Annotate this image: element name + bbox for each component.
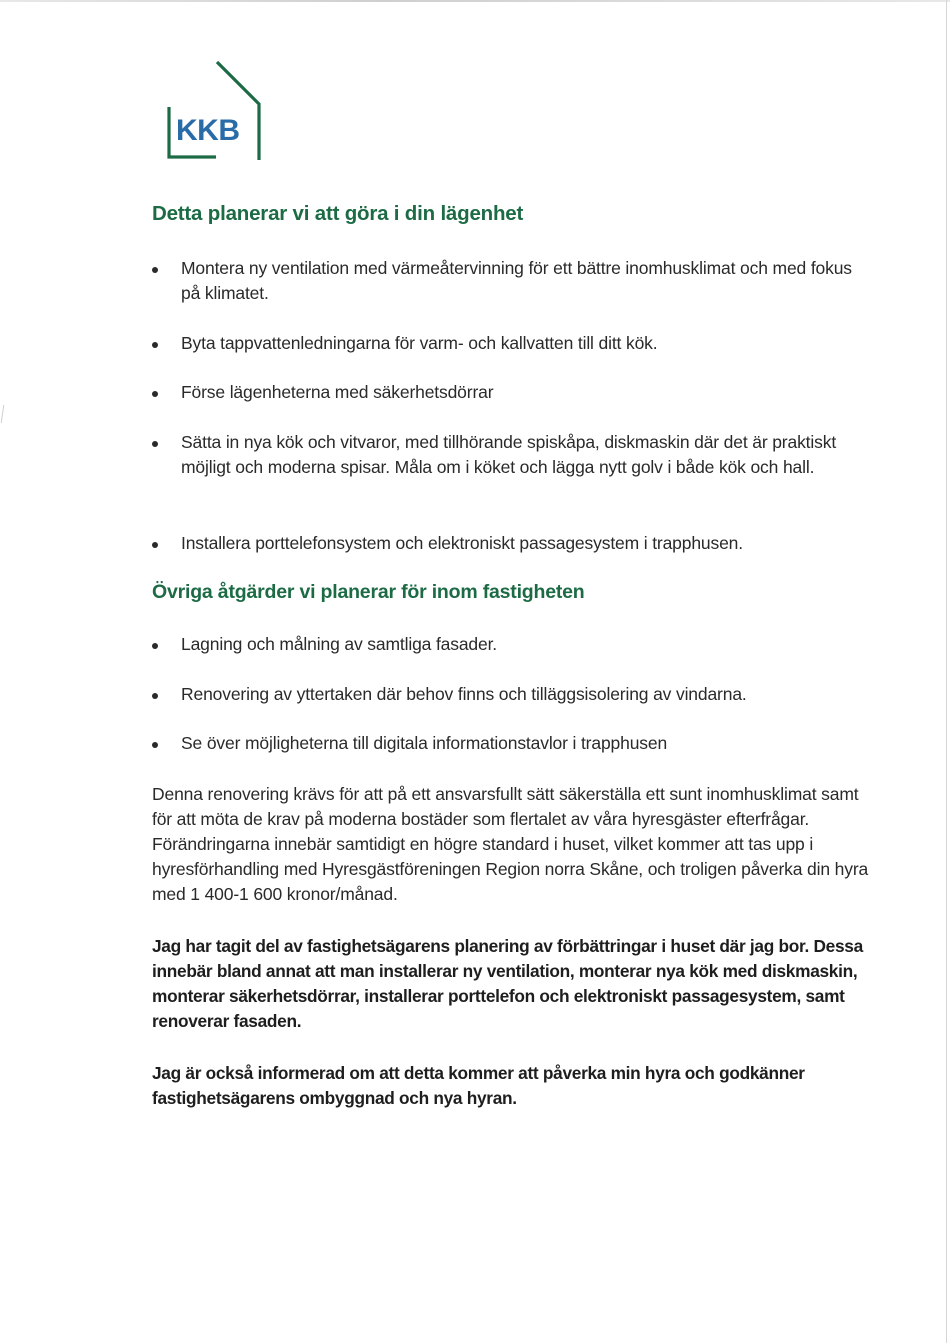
bullet-icon <box>152 742 158 748</box>
list-item-text: Montera ny ventilation med värmeåtervinning för ett bättre inomhusklimat och med fokus på klimatet. <box>181 258 852 303</box>
list-item-text: Renovering av yttertaken där behov finns och tilläggsisolering av vindarna. <box>181 684 747 704</box>
list-item <box>152 380 862 405</box>
acknowledgement-paragraph-1: Jag har tagit del av fastighetsägarens planering av förbättringar i huset där jag bor. Dessa innebär bland annat att man installerar ny ventilation, monterar nya kök med diskmaskin, monterar säkerhetsdörrar, installerar porttelefon och elektroniskt passagesystem, samt renoverar fasaden. <box>152 936 863 1031</box>
list-item <box>152 682 862 707</box>
scan-artifact <box>1 405 4 423</box>
bullet-icon <box>152 342 158 348</box>
list-item-text: Lagning och målning av samtliga fasader. <box>181 634 498 654</box>
list-item <box>152 531 862 556</box>
list-item <box>152 331 862 356</box>
list-item <box>152 632 862 657</box>
bullet-icon <box>152 391 158 397</box>
page-edge-right <box>946 0 947 1343</box>
list-item-text: Byta tappvattenledningarna för varm- och kallvatten till ditt kök. <box>181 333 658 353</box>
list-item-text: Förse lägenheterna med säkerhetsdörrar <box>181 382 494 402</box>
list-item-text: Se över möjligheterna till digitala informationstavlor i trapphusen <box>181 733 668 753</box>
bullet-icon <box>152 441 158 447</box>
section-heading-property: Övriga åtgärder vi planerar för inom fastigheten <box>152 581 585 603</box>
logo-text: KKB <box>176 114 240 147</box>
list-item <box>152 430 862 480</box>
list-item <box>152 256 862 306</box>
bullet-icon <box>152 267 158 273</box>
list-item-text: Installera porttelefonsystem och elektroniskt passagesystem i trapphusen. <box>181 533 743 553</box>
bullet-icon <box>152 693 158 699</box>
bullet-icon <box>152 643 158 649</box>
kkb-logo <box>164 60 264 164</box>
section-heading-apartment: Detta planerar vi att göra i din lägenhet <box>152 202 524 225</box>
acknowledgement-paragraph-2: Jag är också informerad om att detta kommer att påverka min hyra och godkänner fastighetsägarens ombyggnad och nya hyran. <box>152 1063 805 1108</box>
list-item-text: Sätta in nya kök och vitvaror, med tillhörande spiskåpa, diskmaskin där det är praktiskt möjligt och moderna spisar. Måla om i köket och lägga nytt golv i både kök och hall. <box>181 432 837 477</box>
body-paragraph: Denna renovering krävs för att på ett ansvarsfullt sätt säkerställa ett sunt inomhusklimat samt för att möta de krav på moderna bostäder som flertalet av våra hyresgäster efterfrågar. Förändringarna innebär samtidigt en högre standard i huset, vilket kommer att tas upp i hyresförhandling med Hyresgästföreningen Region norra Skåne, och troligen påverka din hyra med 1 400-1 600 kronor/månad. <box>152 784 869 904</box>
page-edge <box>0 0 950 2</box>
bullet-icon <box>152 542 158 548</box>
house-outline-icon <box>164 60 264 164</box>
list-item <box>152 731 862 756</box>
